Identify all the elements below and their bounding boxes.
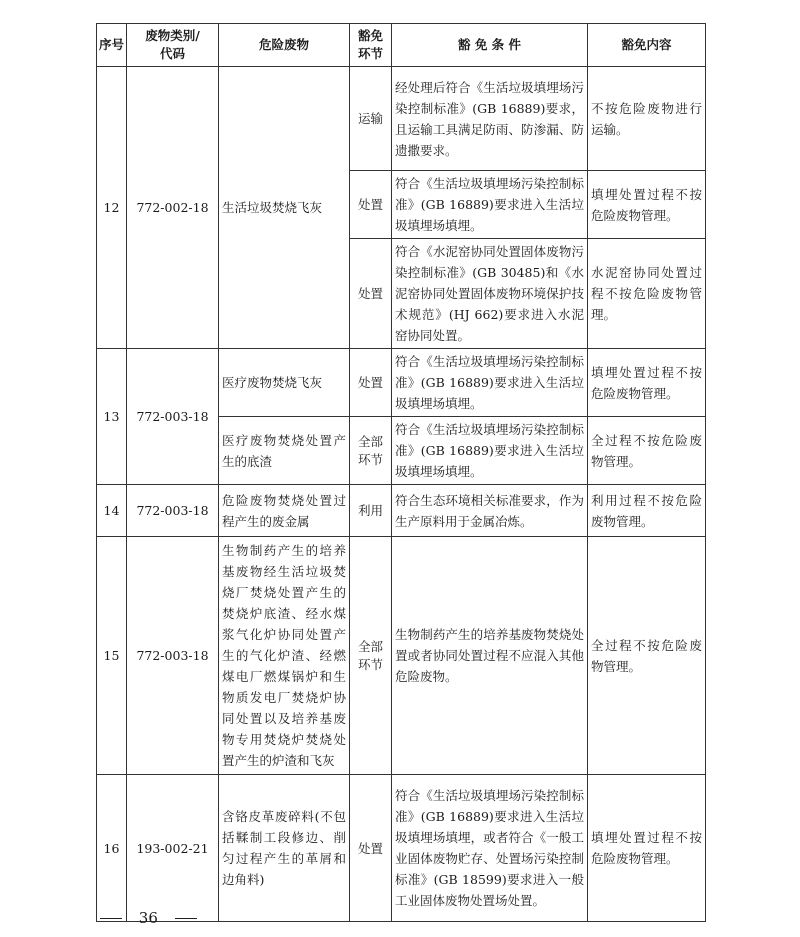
footer-dash-left bbox=[100, 918, 122, 919]
exempt-stage: 处置 bbox=[350, 775, 392, 922]
exempt-condition: 符合《生活垃圾填埋场污染控制标准》(GB 16889)要求进入生活垃圾填埋场填埋。 bbox=[392, 417, 588, 485]
header-stage-line1: 豁免 bbox=[357, 28, 383, 43]
exempt-condition: 生物制药产生的培养基废物焚烧处置或者协同处置过程不应混入其他危险废物。 bbox=[392, 537, 588, 775]
exempt-stage-line2: 环节 bbox=[357, 451, 383, 467]
exempt-stage: 处置 bbox=[350, 349, 392, 417]
row-number: 14 bbox=[97, 485, 127, 537]
exempt-stage-line2: 环节 bbox=[357, 656, 383, 672]
header-content: 豁免内容 bbox=[588, 24, 706, 67]
exempt-content: 水泥窑协同处置过程不按危险废物管理。 bbox=[588, 239, 706, 349]
header-code bbox=[127, 24, 219, 67]
exempt-stage bbox=[350, 537, 392, 775]
exempt-content: 不按危险废物进行运输。 bbox=[588, 67, 706, 171]
waste-name: 医疗废物焚烧处置产生的底渣 bbox=[219, 417, 350, 485]
waste-name: 危险废物焚烧处置过程产生的废金属 bbox=[219, 485, 350, 537]
exempt-condition: 符合《生活垃圾填埋场污染控制标准》(GB 16889)要求进入生活垃圾填埋场填埋。 bbox=[392, 171, 588, 239]
waste-code: 772-003-18 bbox=[127, 349, 219, 485]
exempt-stage-line1: 全部 bbox=[357, 638, 383, 654]
page-number: 36 bbox=[138, 909, 158, 927]
exempt-content: 全过程不按危险废物管理。 bbox=[588, 417, 706, 485]
exempt-stage: 处置 bbox=[350, 171, 392, 239]
header-code-line1: 废物类别/ bbox=[145, 28, 200, 43]
header-stage bbox=[350, 24, 392, 67]
waste-name: 医疗废物焚烧飞灰 bbox=[219, 349, 350, 417]
header-condition: 豁 免 条 件 bbox=[392, 24, 588, 67]
table-row bbox=[97, 349, 706, 417]
header-waste: 危险废物 bbox=[219, 24, 350, 67]
exempt-stage bbox=[350, 417, 392, 485]
waste-code: 772-003-18 bbox=[127, 537, 219, 775]
exempt-content: 填埋处置过程不按危险废物管理。 bbox=[588, 171, 706, 239]
waste-code: 193-002-21 bbox=[127, 775, 219, 922]
row-number: 12 bbox=[97, 67, 127, 349]
table-row bbox=[97, 775, 706, 922]
exempt-stage: 处置 bbox=[350, 239, 392, 349]
exempt-content: 填埋处置过程不按危险废物管理。 bbox=[588, 349, 706, 417]
waste-name: 含铬皮革废碎料(不包括鞣制工段修边、削匀过程产生的革屑和边角料) bbox=[219, 775, 350, 922]
exempt-condition: 符合《生活垃圾填埋场污染控制标准》(GB 16889)要求进入生活垃圾填埋场填埋，或者符合《一般工业固体废物贮存、处置场污染控制标准》(GB 18599)要求进入一般工业固体废物处置场处置。 bbox=[392, 775, 588, 922]
header-row bbox=[97, 24, 706, 67]
exempt-condition: 经处理后符合《生活垃圾填埋场污染控制标准》(GB 16889)要求，且运输工具满足防雨、防渗漏、防遗撒要求。 bbox=[392, 67, 588, 171]
waste-name: 生活垃圾焚烧飞灰 bbox=[219, 67, 350, 349]
exempt-content: 填埋处置过程不按危险废物管理。 bbox=[588, 775, 706, 922]
exempt-content: 利用过程不按危险废物管理。 bbox=[588, 485, 706, 537]
row-number: 13 bbox=[97, 349, 127, 485]
exempt-content: 全过程不按危险废物管理。 bbox=[588, 537, 706, 775]
page-footer bbox=[100, 908, 197, 927]
header-stage-line2: 环节 bbox=[357, 46, 383, 61]
row-number: 16 bbox=[97, 775, 127, 922]
exemption-table bbox=[96, 23, 706, 922]
exempt-stage: 运输 bbox=[350, 67, 392, 171]
waste-code: 772-002-18 bbox=[127, 67, 219, 349]
row-number: 15 bbox=[97, 537, 127, 775]
waste-name: 生物制药产生的培养基废物经生活垃圾焚烧厂焚烧处置产生的焚烧炉底渣、经水煤浆气化炉协同处置产生的气化炉渣、经燃煤电厂燃煤锅炉和生物质发电厂焚烧炉协同处置以及培养基废物专用焚烧炉焚烧处置产生的炉渣和飞灰 bbox=[219, 537, 350, 775]
table-row bbox=[97, 537, 706, 775]
footer-dash-right bbox=[175, 918, 197, 919]
header-no: 序号 bbox=[97, 24, 127, 67]
exempt-condition: 符合《水泥窑协同处置固体废物污染控制标准》(GB 30485)和《水泥窑协同处置固体废物环境保护技术规范》(HJ 662)要求进入水泥窑协同处置。 bbox=[392, 239, 588, 349]
exempt-condition: 符合《生活垃圾填埋场污染控制标准》(GB 16889)要求进入生活垃圾填埋场填埋。 bbox=[392, 349, 588, 417]
exempt-condition: 符合生态环境相关标准要求，作为生产原料用于金属冶炼。 bbox=[392, 485, 588, 537]
waste-code: 772-003-18 bbox=[127, 485, 219, 537]
header-code-line2: 代码 bbox=[159, 46, 185, 61]
exempt-stage: 利用 bbox=[350, 485, 392, 537]
table-row bbox=[97, 485, 706, 537]
exempt-stage-line1: 全部 bbox=[357, 433, 383, 449]
table-row bbox=[97, 67, 706, 171]
